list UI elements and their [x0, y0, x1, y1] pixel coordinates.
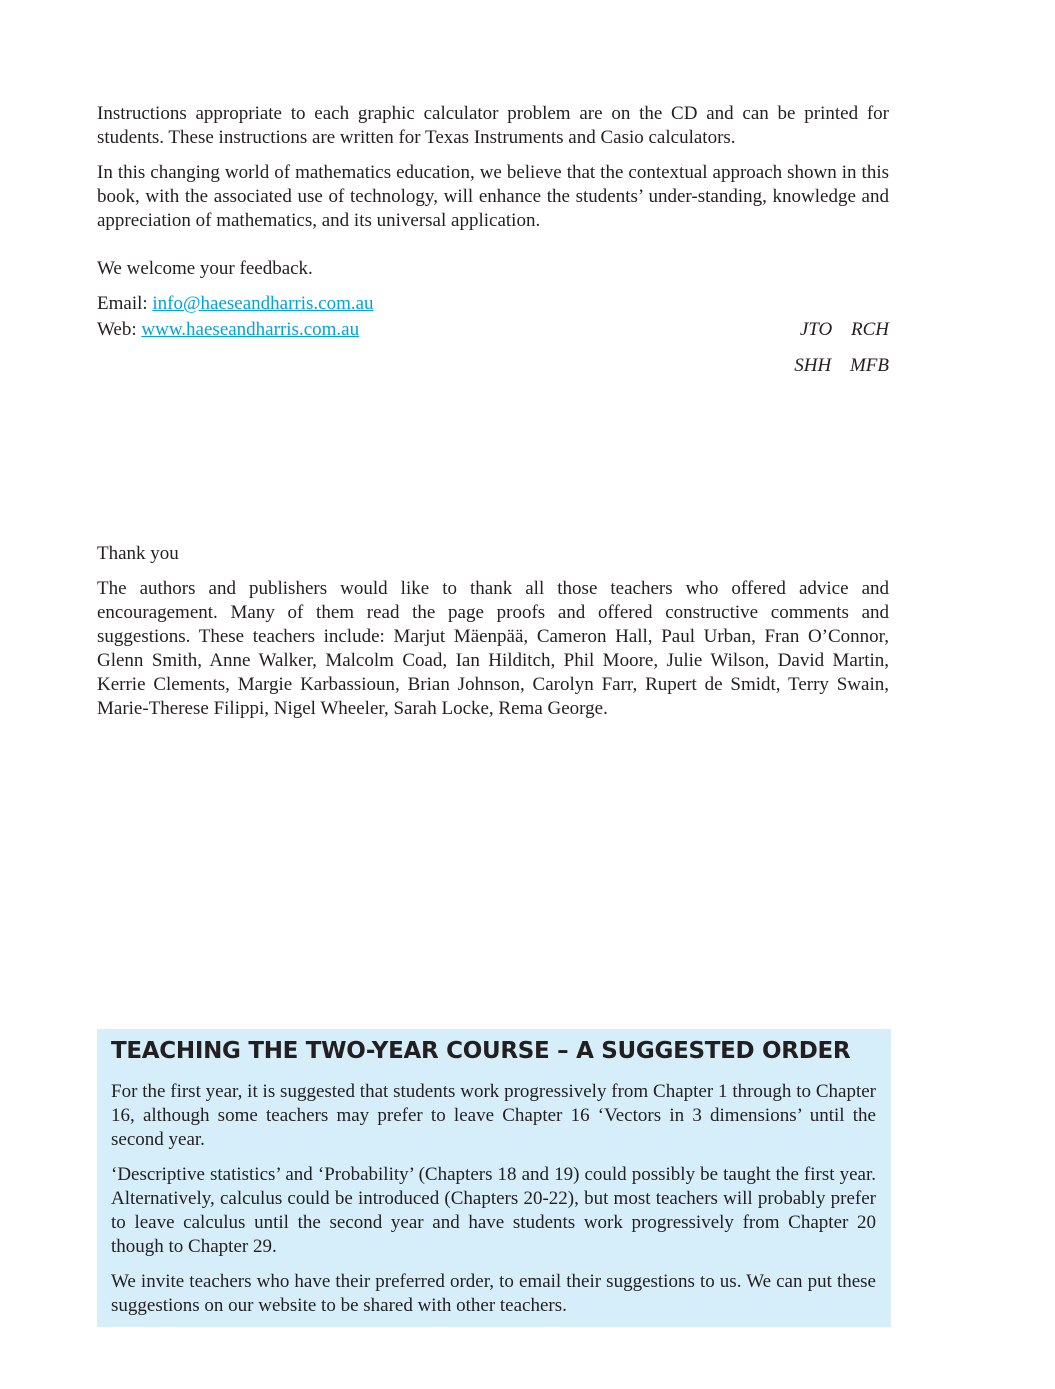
thank-you-paragraph: The authors and publishers would like to thank all those teachers who offered advice and encouragement. Many of them read the page proofs and offered constructive comments and suggestions. These teachers include: Marjut Mäenpää, Cameron Hall, Paul Urban, Fran O’Connor, Glenn Smith, Anne Walker, Malcolm Coad, Ian Hilditch, Phil Moore, Julie Wilson, David Martin, Kerrie Clements, Margie Karbassioun, Brian Johnson, Carolyn Farr, Rupert de Smidt, Terry Swain, Marie-Therese Filippi, Nigel Wheeler, Sarah Locke, Rema George. [97, 578, 889, 719]
teaching-order-box [97, 1029, 891, 1327]
teaching-order-paragraph-3: We invite teachers who have their preferred order, to email their suggestions to us. We can put these suggestions on our website to be shared with other teachers. [111, 1271, 876, 1316]
teaching-order-paragraph-1: For the first year, it is suggested that students work progressively from Chapter 1 through to Chapter 16, although some teachers may prefer to leave Chapter 16 ‘Vectors in 3 dimensions’ until the second year. [111, 1081, 876, 1150]
website-link[interactable]: www.haeseandharris.com.au [141, 319, 360, 340]
teaching-order-paragraph-2: ‘Descriptive statistics’ and ‘Probability’ (Chapters 18 and 19) could possibly be taught the first year. Alternatively, calculus could be introduced (Chapters 20-22), but most teachers will probably prefer to leave calculus until the second year and have students work progressively from Chapter 20 though to Chapter 29. [111, 1164, 876, 1257]
author-initials-line-2: SHH MFB [794, 355, 889, 376]
email-link[interactable]: info@haeseandharris.com.au [152, 293, 374, 314]
feedback-text: We welcome your feedback. [97, 258, 313, 279]
thank-you-heading: Thank you [97, 543, 179, 564]
teaching-order-title: TEACHING THE TWO-YEAR COURSE – A SUGGESTED ORDER [111, 1038, 851, 1064]
changing-world-paragraph: In this changing world of mathematics education, we believe that the contextual approach shown in this book, with the associated use of technology, will enhance the students’ under-standing, knowledge and appreciation of mathematics, and its universal application. [97, 162, 889, 231]
web-label: Web: [97, 319, 142, 340]
email-label: Email: [97, 293, 153, 314]
email-line [97, 292, 374, 316]
calculator-instructions-paragraph: Instructions appropriate to each graphic calculator problem are on the CD and can be printed for students. These instructions are written for Texas Instruments and Casio calculators. [97, 103, 889, 148]
web-line [97, 318, 359, 342]
author-initials-line-1: JTO RCH [799, 319, 889, 340]
